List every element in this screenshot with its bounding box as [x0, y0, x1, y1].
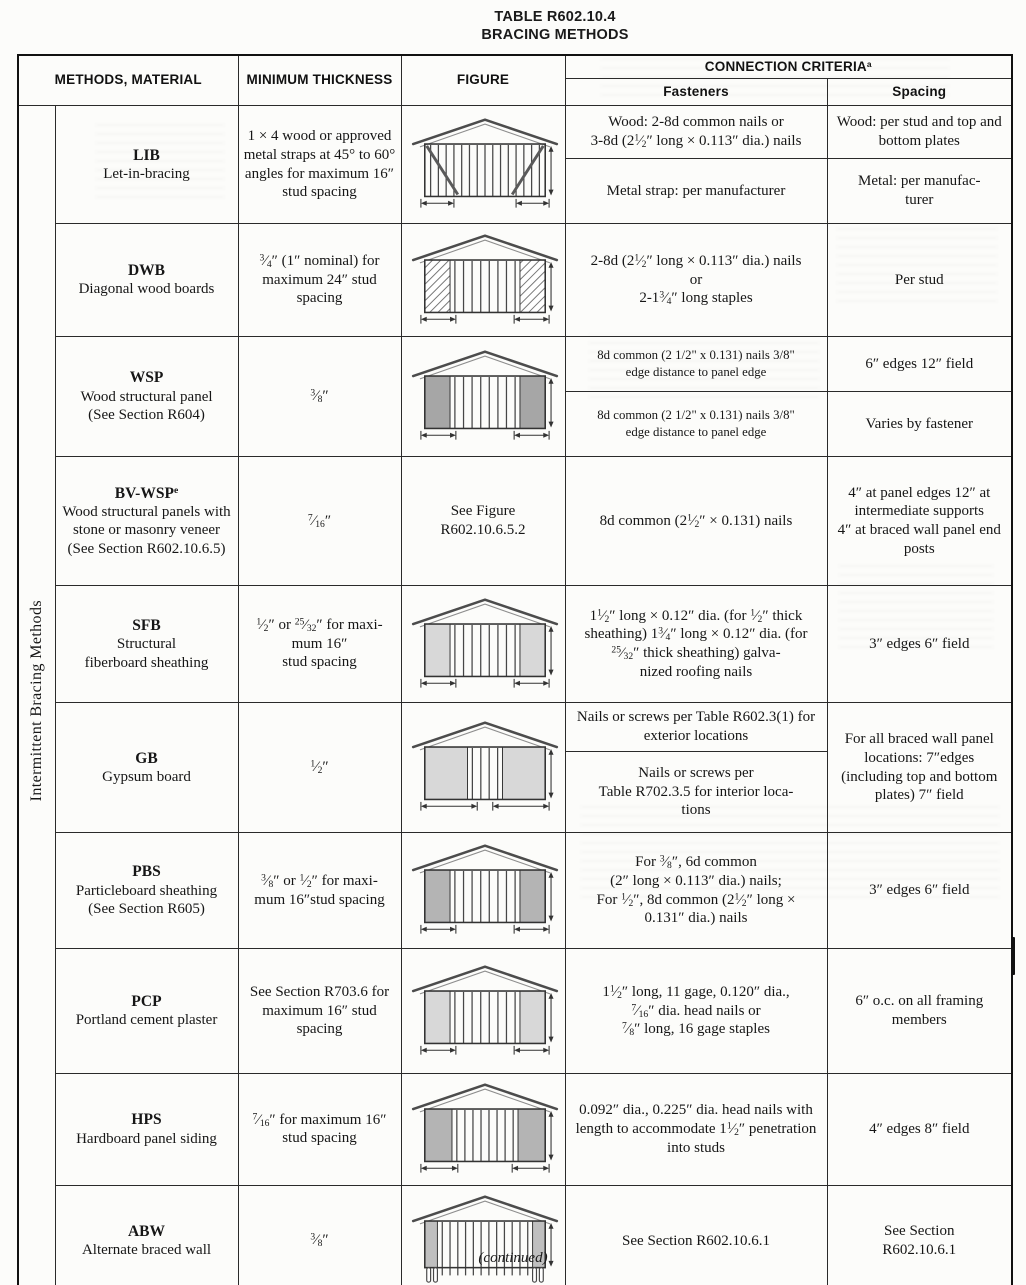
- method-name: Alternate braced wall: [81, 1242, 212, 1259]
- method-code: PCP: [131, 993, 162, 1011]
- spacing-cell-sfb: 3″ edges 6″ field: [827, 586, 1012, 703]
- table-title-caption: BRACING METHODS: [481, 27, 629, 44]
- method-name: Particleboard sheathing (See Section R605): [75, 882, 218, 918]
- figure-cell-pbs: [401, 833, 565, 949]
- fastener-cell-sfb: $1^1⁄_2''$ long × 0.12″ dia. (for $^1⁄_2''$ thick sheathing) $1^3⁄_4''$ long × 0.12″ dia. (for $^{25}⁄_{32}''$ thick sheathing) galva- nized roofing nails: [565, 586, 827, 703]
- header-fasteners: Fasteners: [565, 79, 827, 106]
- figure-cell-sfb: [401, 586, 565, 703]
- method-cell-pbs: [55, 833, 238, 949]
- method-code: BV-WSP$^e$: [114, 484, 179, 502]
- spacing-cell-hps: 4″ edges 8″ field: [827, 1074, 1012, 1186]
- method-code: PBS: [132, 863, 161, 881]
- spacing-cell-bvwsp: 4″ at panel edges 12″ at intermediate supports 4″ at braced wall panel end posts: [827, 457, 1012, 586]
- fastener-cell-dwb: 2-8d ($2^1⁄_2''$ long × 0.113″ dia.) nails or $2-1^3⁄_4''$ long staples: [565, 224, 827, 337]
- wall-bracing-diagram: [407, 343, 563, 444]
- method-name: Hardboard panel siding: [76, 1130, 217, 1147]
- figure-cell-abw: [401, 1185, 565, 1285]
- spacing-cell-lib-1: Wood: per stud and top and bottom plates: [827, 106, 1012, 159]
- method-name: Wood structural panels with stone or masonry veneer (See Section R602.10.6.5): [62, 503, 231, 557]
- thickness-cell-hps: $^7⁄_{16}''$ for maximum 16″ stud spacing: [238, 1074, 401, 1186]
- thickness-cell-wsp: $^3⁄_8''$: [238, 337, 401, 457]
- figure-cell-bvwsp: [401, 457, 565, 586]
- table-row-bvwsp: [18, 457, 1012, 586]
- figure-cell-dwb: [401, 224, 565, 337]
- method-name: Let-in-bracing: [103, 165, 190, 182]
- method-name: Structural fiberboard sheathing: [84, 636, 209, 671]
- wall-bracing-diagram: [407, 837, 563, 938]
- table-row-sfb: [18, 586, 1012, 703]
- fastener-cell-pcp: $1^1⁄_2''$ long, 11 gage, 0.120″ dia., $^7⁄_{16}''$ dia. head nails or $^7⁄_8''$ long, 16 gage staples: [565, 949, 827, 1074]
- table-title-number: TABLE R602.10.4: [494, 9, 616, 25]
- method-cell-lib: [55, 106, 238, 224]
- group-label-cell: [18, 106, 55, 1285]
- method-name: Gypsum board: [102, 768, 191, 785]
- spacing-cell-lib-2: Metal: per manufac- turer: [827, 159, 1012, 224]
- thickness-cell-bvwsp: $^7⁄_{16}''$: [238, 457, 401, 586]
- fastener-cell-gb-1: Nails or screws per Table R602.3(1) for exterior locations: [565, 703, 827, 752]
- wall-bracing-diagram: [407, 227, 563, 328]
- figure-cell-gb: [401, 703, 565, 833]
- thickness-cell-dwb: $^3⁄_4''$ (1″ nominal) for maximum 24″ stud spacing: [238, 224, 401, 337]
- method-cell-sfb: [55, 586, 238, 703]
- figure-cell-wsp: [401, 337, 565, 457]
- continued-note: (continued): [478, 1250, 548, 1266]
- spacing-cell-wsp-1: 6″ edges 12″ field: [827, 337, 1012, 392]
- header-minimum-thickness: MINIMUM THICKNESS: [238, 55, 401, 106]
- fastener-cell-lib-1: Wood: 2-8d common nails or 3-8d ($2^1⁄_2''$ long × 0.113″ dia.) nails: [565, 106, 827, 159]
- method-code: GB: [135, 749, 158, 767]
- thickness-cell-lib: 1 × 4 wood or approved metal straps at 45° to 60° angles for maximum 16″ stud spacing: [238, 106, 401, 224]
- method-cell-bvwsp: [55, 457, 238, 586]
- table-row-lib-1: [18, 106, 1012, 159]
- method-cell-dwb: [55, 224, 238, 337]
- fastener-cell-gb-2: Nails or screws per Table R702.3.5 for interior loca- tions: [565, 752, 827, 833]
- spacing-cell-dwb: Per stud: [827, 224, 1012, 337]
- method-cell-gb: [55, 703, 238, 833]
- wall-bracing-diagram: [407, 1076, 563, 1177]
- method-code: LIB: [133, 146, 160, 164]
- method-name: Portland cement plaster: [75, 1012, 218, 1029]
- spacing-cell-abw: See Section R602.10.6.1: [827, 1185, 1012, 1285]
- fastener-cell-wsp-1: 8d common (2 1/2" x 0.131) nails 3/8" edge distance to panel edge: [565, 337, 827, 392]
- fastener-cell-bvwsp: 8d common $(2^1⁄_2'' \times 0.131)$ nails: [565, 457, 827, 586]
- thickness-cell-pcp: See Section R703.6 for maximum 16″ stud spacing: [238, 949, 401, 1074]
- bracing-table-wrap: [17, 54, 1013, 1285]
- figure-reference-text: See Figure R602.10.6.5.2: [440, 503, 526, 538]
- table-row-dwb: [18, 224, 1012, 337]
- table-header: [18, 55, 1012, 106]
- method-cell-wsp: [55, 337, 238, 457]
- method-cell-hps: [55, 1074, 238, 1186]
- method-code: DWB: [127, 262, 166, 280]
- revision-change-bar: [1011, 937, 1015, 975]
- fastener-cell-wsp-2: 8d common (2 1/2" x 0.131) nails 3/8" edge distance to panel edge: [565, 392, 827, 457]
- group-label: Intermittent Bracing Methods: [27, 600, 45, 802]
- method-name: Diagonal wood boards: [78, 281, 215, 298]
- method-cell-abw: [55, 1185, 238, 1285]
- table-row-abw: [18, 1185, 1012, 1285]
- spacing-cell-pcp: 6″ o.c. on all framing members: [827, 949, 1012, 1074]
- fastener-cell-lib-2: Metal strap: per manufacturer: [565, 159, 827, 224]
- wall-bracing-diagram: [407, 1188, 563, 1285]
- table-row-gb-1: [18, 703, 1012, 752]
- method-cell-pcp: [55, 949, 238, 1074]
- spacing-cell-pbs: 3″ edges 6″ field: [827, 833, 1012, 949]
- wall-bracing-diagram: [407, 714, 563, 815]
- figure-cell-lib: [401, 106, 565, 224]
- table-row-pcp: [18, 949, 1012, 1074]
- spacing-cell-gb: For all braced wall panel locations: 7″edges (including top and bottom plates) 7″ field: [827, 703, 1012, 833]
- bracing-table: [17, 54, 1013, 1285]
- thickness-cell-sfb: $^1⁄_2''$ or $^{25}⁄_{32}''$ for maxi- mum 16″ stud spacing: [238, 586, 401, 703]
- header-spacing: Spacing: [827, 79, 1012, 106]
- fastener-cell-pbs: For $^3⁄_8''$, 6d common (2″ long × 0.113″ dia.) nails; For $^1⁄_2''$, 8d common ($2^1⁄_2''$ long × 0.131″ dia.) nails: [565, 833, 827, 949]
- method-code: ABW: [127, 1222, 166, 1240]
- thickness-cell-gb: $^1⁄_2''$: [238, 703, 401, 833]
- figure-cell-hps: [401, 1074, 565, 1186]
- wall-bracing-diagram: [407, 591, 563, 692]
- spacing-cell-wsp-2: Varies by fastener: [827, 392, 1012, 457]
- method-code: SFB: [132, 616, 161, 634]
- wall-bracing-diagram: [407, 958, 563, 1059]
- table-row-pbs: [18, 833, 1012, 949]
- method-code: WSP: [129, 369, 164, 387]
- table-row-hps: [18, 1074, 1012, 1186]
- method-name: Wood structural panel (See Section R604): [80, 388, 213, 424]
- header-figure: FIGURE: [401, 55, 565, 106]
- thickness-cell-pbs: $^3⁄_8''$ or $^1⁄_2''$ for maxi- mum 16″stud spacing: [238, 833, 401, 949]
- fastener-cell-abw: See Section R602.10.6.1: [565, 1185, 827, 1285]
- figure-cell-pcp: [401, 949, 565, 1074]
- table-row-wsp-1: [18, 337, 1012, 392]
- thickness-cell-abw: $^3⁄_8''$: [238, 1185, 401, 1285]
- fastener-cell-hps: 0.092″ dia., 0.225″ dia. head nails with length to accommodate $1^1⁄_2''$ penetration into studs: [565, 1074, 827, 1186]
- table-body: [18, 106, 1012, 1285]
- method-code: HPS: [131, 1111, 162, 1129]
- wall-bracing-diagram: [407, 111, 563, 212]
- table-title: [42, 8, 1026, 44]
- header-methods-material: METHODS, MATERIAL: [18, 55, 238, 106]
- header-connection-criteria: CONNECTION CRITERIA$^a$: [565, 55, 1012, 79]
